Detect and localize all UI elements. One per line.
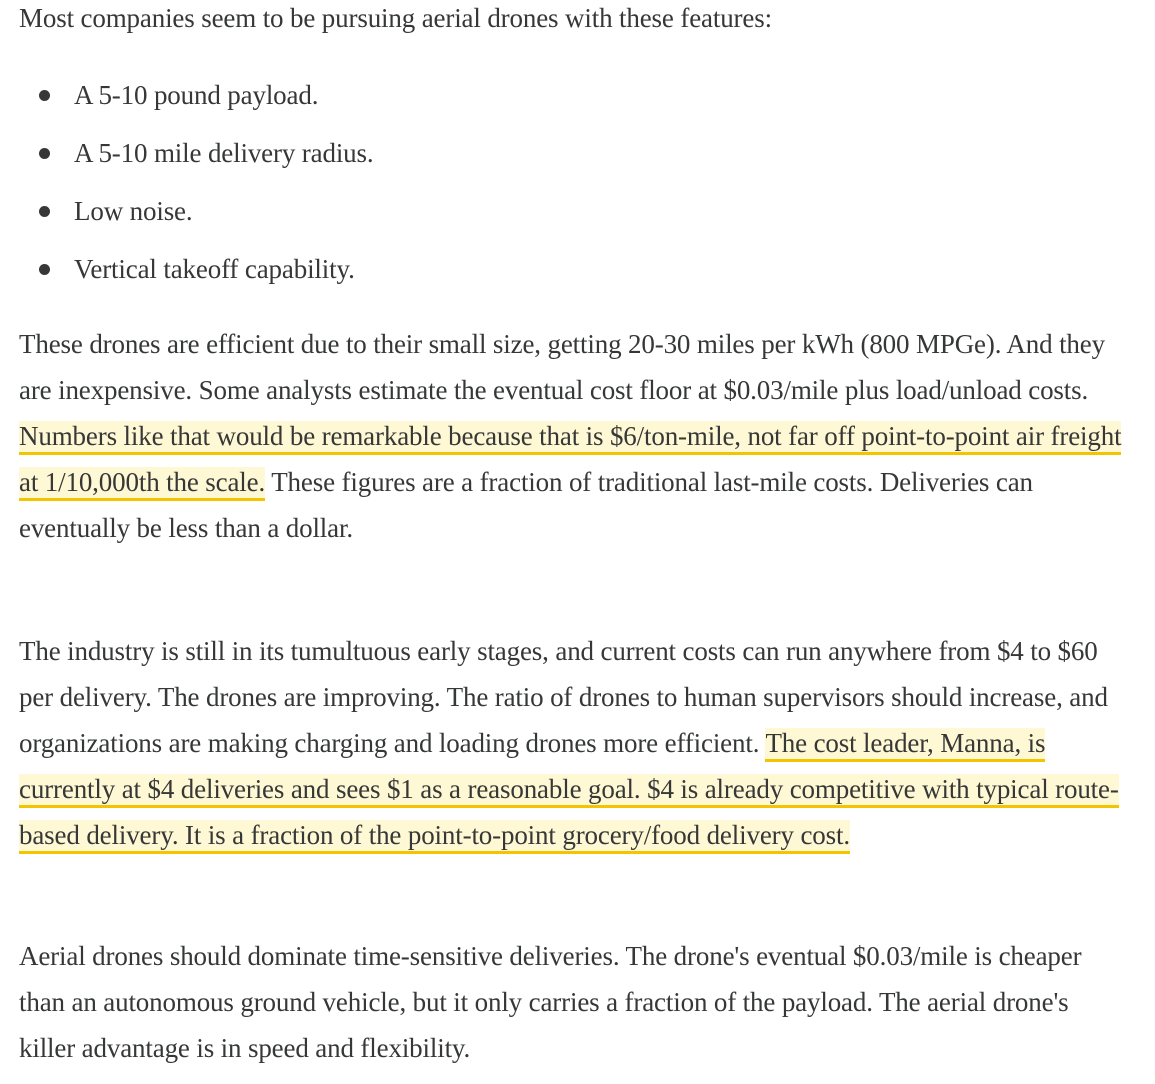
list-item <box>19 246 373 304</box>
highlighted-text[interactable]: The cost leader, Manna, is currently at $4 deliveries and sees $1 as a reasonable goal. $4 is already competitive with typical route-based delivery. It is a fraction of the point-to-point grocery/food delivery cost. <box>19 728 1119 854</box>
list-item-text: A 5-10 pound payload. <box>74 80 319 110</box>
bullet-icon <box>39 264 50 275</box>
feature-list <box>19 72 373 304</box>
bullet-icon <box>39 148 50 159</box>
list-item-text: Vertical takeoff capability. <box>74 254 355 284</box>
intro-paragraph: Most companies seem to be pursuing aerial drones with these features: <box>19 3 772 33</box>
paragraph-text: These drones are efficient due to their small size, getting 20-30 miles per kWh (800 MPGe). And they are inexpensive. Some analysts estimate the eventual cost floor at $0.03/mile plus load/unload costs. <box>19 329 1105 405</box>
list-item <box>19 188 373 246</box>
bullet-icon <box>39 90 50 101</box>
bullet-icon <box>39 206 50 217</box>
list-item-text: A 5-10 mile delivery radius. <box>74 138 374 168</box>
paragraph-text: These figures are a fraction of traditional last-mile costs. Deliveries can eventually be less than a dollar. <box>19 467 1033 543</box>
list-item <box>19 130 373 188</box>
list-item <box>19 72 373 130</box>
cost-paragraph <box>19 321 1125 551</box>
paragraph-text: The industry is still in its tumultuous early stages, and current costs can run anywhere from $4 to $60 per delivery. The drones are improving. The ratio of drones to human supervisors should increase, and organizations are making charging and loading drones more efficient. <box>19 636 1108 758</box>
list-item-text: Low noise. <box>74 196 193 226</box>
conclusion-paragraph: Aerial drones should dominate time-sensitive deliveries. The drone's eventual $0.03/mile is cheaper than an autonomous ground vehicle, but it only carries a fraction of the payload. The aerial drone's killer advantage is in speed and flexibility. <box>19 941 1082 1063</box>
industry-paragraph <box>19 628 1125 858</box>
highlighted-text[interactable]: Numbers like that would be remarkable because that is $6/ton-mile, not far off point-to-point air freight at 1/10,000th the scale. <box>19 421 1121 501</box>
